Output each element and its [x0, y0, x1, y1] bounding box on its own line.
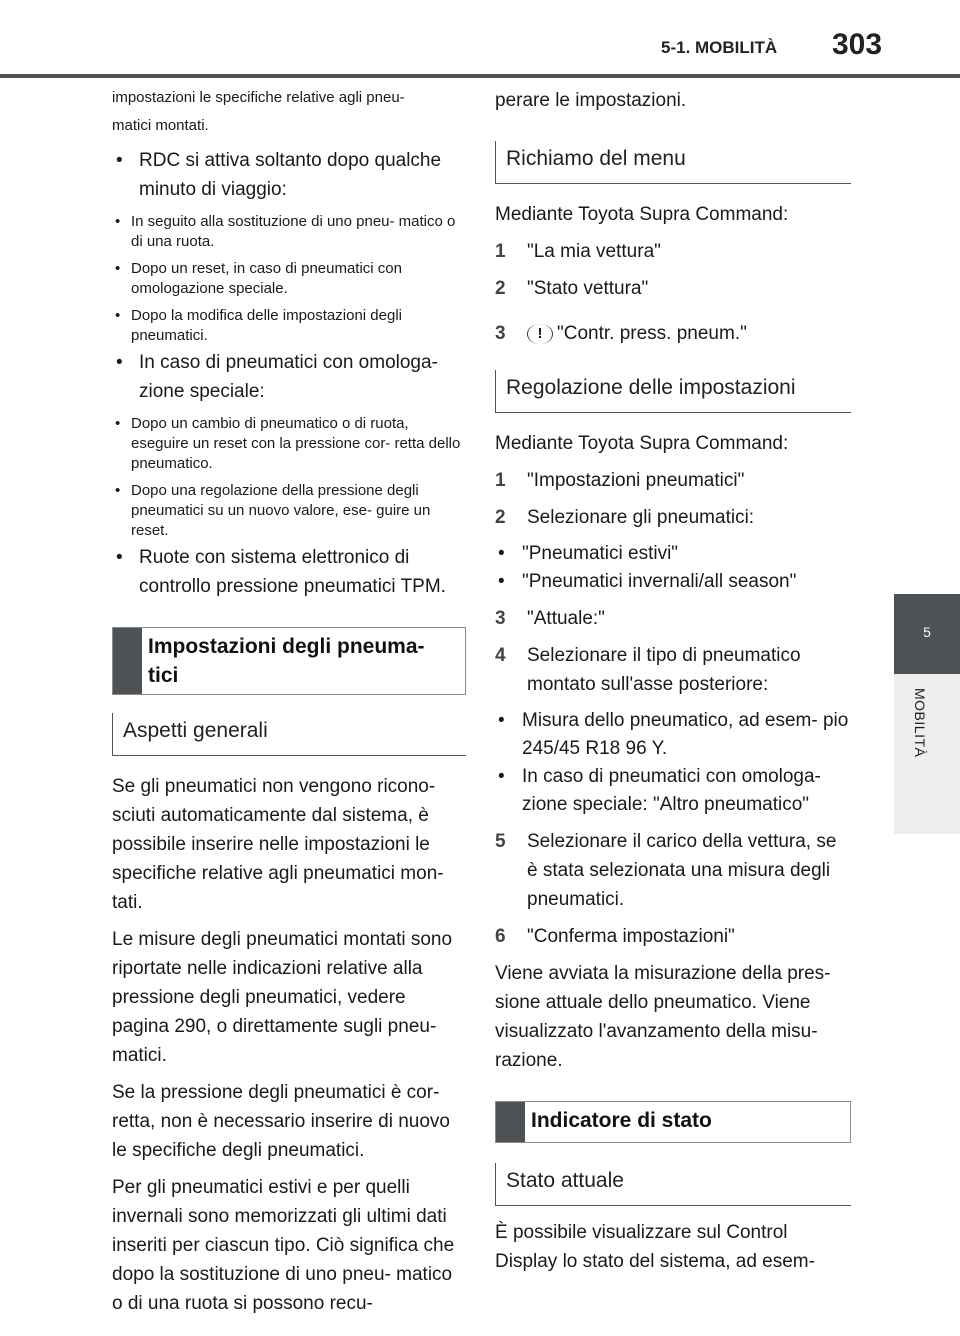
- page-number: 303: [832, 28, 883, 61]
- paragraph: Mediante Toyota Supra Command:: [495, 433, 789, 454]
- paragraph: Per gli pneumatici estivi e per quelli invernali sono memorizzati gli ultimi dati inseriti per ciascun tipo. Ciò significa che dopo la sostituzione di uno pneu- matico o di una ruota si possono recu-: [112, 1177, 455, 1314]
- list-item: • Dopo la modifica delle impostazioni degli pneumatici.: [112, 306, 466, 346]
- box-bar: [113, 628, 142, 694]
- list-item: • "Pneumatici invernali/all season": [495, 568, 851, 596]
- list-item: • In seguito alla sostituzione di uno pneu- matico o di una ruota.: [112, 212, 466, 252]
- header-rule: [0, 74, 960, 78]
- chapter-number: 5: [923, 624, 931, 640]
- paragraph: Viene avviata la misurazione della pres- sione attuale dello pneumatico. Viene visualizzato l'avanzamento della misu- razione.: [495, 963, 831, 1071]
- list-item: • In caso di pneumatici con omologa- zione speciale: "Altro pneumatico": [495, 763, 851, 819]
- step: 2 "Stato vettura": [495, 278, 649, 299]
- subheading-settings: Regolazione delle impostazioni: [495, 370, 851, 413]
- paragraph: perare le impostazioni.: [495, 90, 687, 111]
- list-item: • "Pneumatici estivi": [495, 540, 851, 568]
- section-title: Indicatore di stato: [531, 1109, 712, 1132]
- subheading-status: Stato attuale: [495, 1163, 851, 1206]
- step: 4 Selezionare il tipo di pneumatico montato sull'asse posteriore:: [495, 645, 801, 695]
- section-box-settings: [112, 627, 466, 695]
- intro-line: impostazioni le specifiche relative agli pneu-: [112, 89, 405, 106]
- subheading-general: Aspetti generali: [112, 713, 466, 756]
- list-item: • Dopo un cambio di pneumatico o di ruota, eseguire un reset con la pressione cor- retta dello pneumatico.: [112, 414, 466, 474]
- subheading-menu: Richiamo del menu: [495, 141, 851, 184]
- paragraph: Mediante Toyota Supra Command:: [495, 204, 789, 225]
- step: 1 "La mia vettura": [495, 241, 661, 262]
- tire-warning-icon: !: [527, 324, 553, 344]
- paragraph: Le misure degli pneumatici montati sono riportate nelle indicazioni relative alla pressione degli pneumatici, vedere pagina 290, o direttamente sugli pneu- matici.: [112, 929, 453, 1066]
- intro-line: matici montati.: [112, 117, 209, 134]
- chapter-tab-label-area: [894, 674, 960, 834]
- step: 3 ! "Contr. press. pneum.": [495, 323, 747, 344]
- paragraph: Se la pressione degli pneumatici è cor- retta, non è necessario inserire di nuovo le specifiche degli pneumatici.: [112, 1082, 450, 1161]
- right-column: [495, 84, 851, 1284]
- list-item: • Dopo un reset, in caso di pneumatici con omologazione speciale.: [112, 259, 466, 299]
- box-bar: [496, 1102, 525, 1142]
- step: 6 "Conferma impostazioni": [495, 926, 735, 947]
- bullet-tpm: • Ruote con sistema elettronico di controllo pressione pneumatici TPM.: [112, 543, 466, 601]
- left-column: [112, 84, 466, 1326]
- step: 1 "Impostazioni pneumatici": [495, 470, 745, 491]
- chapter-tab: [894, 594, 960, 674]
- bullet-rdc: • RDC si attiva soltanto dopo qualche minuto di viaggio:: [112, 146, 466, 204]
- list-item: • Dopo una regolazione della pressione degli pneumatici su un nuovo valore, ese- guire un reset.: [112, 481, 466, 541]
- step: 2 Selezionare gli pneumatici:: [495, 507, 755, 528]
- chapter-label: MOBILITÀ: [912, 688, 928, 758]
- bullet-special: • In caso di pneumatici con omologa- zione speciale:: [112, 348, 466, 406]
- paragraph: Se gli pneumatici non vengono ricono- sciuti automaticamente dal sistema, è possibile inserire nelle impostazioni le specifiche relative agli pneumatici mon- tati.: [112, 776, 444, 913]
- paragraph: È possibile visualizzare sul Control Display lo stato del sistema, ad esem-: [495, 1222, 815, 1272]
- section-title: Impostazioni degli pneuma- tici: [148, 635, 425, 687]
- section-label: 5-1. MOBILITÀ: [661, 38, 778, 57]
- list-item: • Misura dello pneumatico, ad esem- pio 245/45 R18 96 Y.: [495, 707, 851, 763]
- step: 5 Selezionare il carico della vettura, se è stata selezionata una misura degli pneumatici.: [495, 831, 837, 910]
- step: 3 "Attuale:": [495, 608, 605, 629]
- section-box-status: [495, 1101, 851, 1143]
- body-text: [112, 772, 466, 1318]
